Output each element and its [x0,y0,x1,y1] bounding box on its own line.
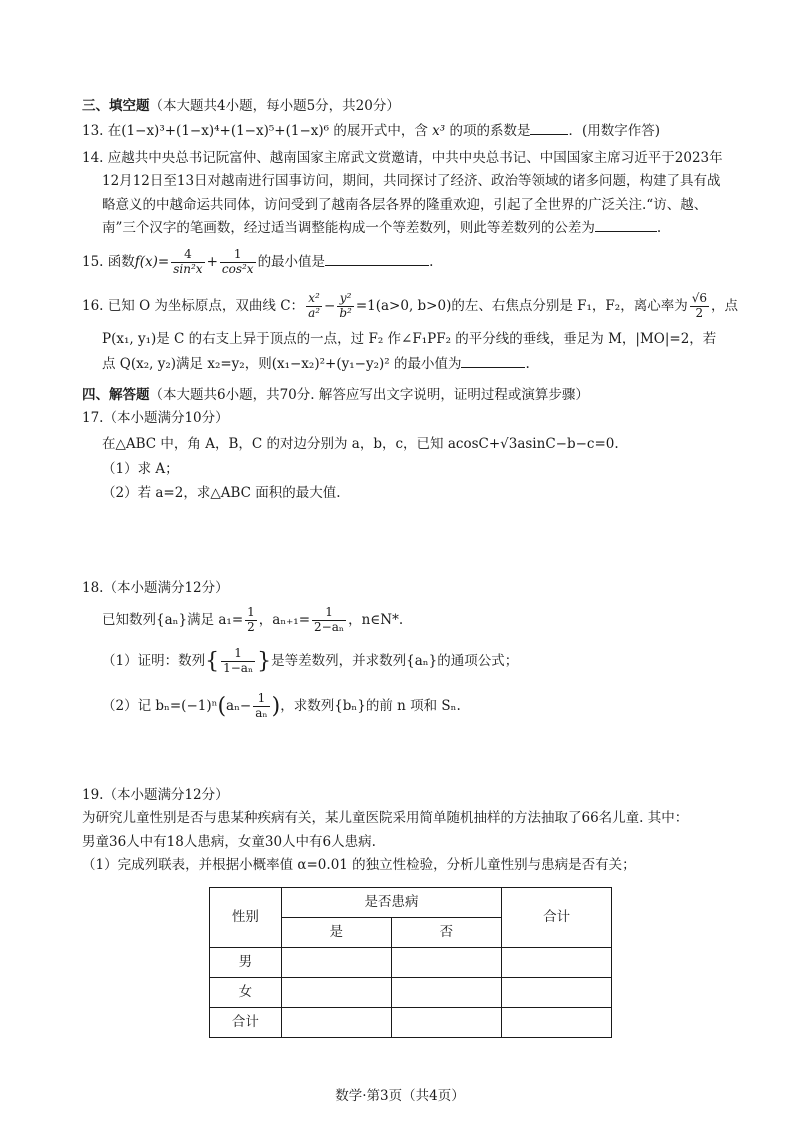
q18-stem-a: 已知数列{aₙ}满足 a₁= [102,612,244,629]
q16-line-2: P(x₁, y₁)是 C 的右支上异于顶点的一点，过 F₂ 作∠F₁PF₂ 的平分线的垂线，垂足为 M，|MO|=2，若 [102,330,717,347]
q18-part2-in: aₙ− [226,697,252,714]
q19-line-1: 为研究儿童性别是否与患某种疾病有关，某儿童医院采用简单随机抽样的方法抽取了66名儿童. 其中： [82,810,689,827]
q13-text-c: 的项的系数是 [449,123,531,139]
q16-frac3-den: 2 [695,305,704,320]
q18-frac2-den: 2−aₙ [314,620,345,635]
question-13 [82,121,660,141]
q13-answer-blank [530,133,568,135]
question-19 [82,785,742,875]
header-total: 合计 [502,888,612,948]
q15-frac2-den: cos²x [221,261,254,276]
row-male-label: 男 [210,948,282,978]
q15-answer-blank [325,264,429,266]
q18-part2-a: （2）记 bₙ=(−1)ⁿ [102,697,218,714]
section-3-desc: （本大题共4小题，每小题5分，共20分） [149,98,400,114]
q18-part2-close: ) [271,693,281,719]
q14-end: . [656,219,662,236]
q16-minus: − [324,297,336,314]
q15-plus: + [206,253,218,270]
q19-heading: 19.（本小题满分12分） [82,787,229,803]
q16-line-3: 点 Q(x₂, y₂)满足 x₂=y₂，则(x₁−x₂)²+(y₁−y₂)² 的最小值为 [102,355,462,372]
table-cell [391,978,502,1008]
table-cell [502,948,612,978]
q16-number: 16. [82,297,104,314]
header-sick: 是否患病 [281,888,501,918]
q17-part-2: （2）若 a=2，求△ABC 面积的最大值. [102,484,341,501]
q17-stem: 在△ABC 中，角 A，B，C 的对边分别为 a，b，c，已知 acosC+√3asinC−b−c=0. [102,436,619,453]
q18-part1-b: 是等差数列，并求数列{aₙ}的通项公式； [271,652,519,669]
q16-end: . [525,355,530,372]
question-14 [82,148,722,238]
q15-frac2-num: 1 [220,248,256,263]
q18-part2-frac-num: 1 [253,692,269,707]
q18-part1-a: （1）证明：数列 [102,652,206,669]
q16-answer-blank [461,366,525,368]
row-female-label: 女 [210,978,282,1008]
q15-end: . [429,253,434,270]
question-17 [82,408,722,503]
q18-part2-frac-den: aₙ [255,705,268,720]
question-18: 18.（本小题满分12分） 已知数列{aₙ}满足 a₁= $\frac{1}{2}$ ，aₙ₊₁= $\frac{1}{\text{2−aₙ}}$ ，n∈N*. （1）证明：数列{ $\frac{1}{\text{1−aₙ}}$ }是等差数列，并求数列{aₙ}的通项公式； （2）记 bₙ=(−1)ⁿ(aₙ− $\frac{1}{\text{aₙ}}$ )，求数列{bₙ}的前 n 项和 Sₙ. [82,578,732,723]
q15-number: 15. [82,253,104,270]
table-cell [502,1008,612,1038]
q18-frac2-num: 1 [312,606,346,621]
q19-line-2: 男童36人中有18人患病，女童30人中有6人患病. [82,833,376,850]
table-header-row [210,888,612,918]
q18-part1-frac-den: 1−aₙ [223,660,254,675]
q16-frac2-num: y² [337,292,354,307]
q15-frac1-den: sin²x [173,261,203,276]
table-cell [281,948,391,978]
q18-heading: 18.（本小题满分12分） [82,580,229,596]
section-4-heading [82,385,589,405]
table-row [210,948,612,978]
q15-pre: 函数 [107,253,135,270]
q15-post: 的最小值是 [257,253,326,270]
row-total-label: 合计 [210,1008,282,1038]
q18-part2-open: ( [217,693,227,719]
section-4-desc: （本大题共6小题，共70分. 解答应写出文字说明，证明过程或演算步骤） [149,387,589,403]
q19-part-1: （1）完成列联表，并根据小概率值 α=0.01 的独立性检验，分析儿童性别与患病是否有关； [82,856,636,873]
question-16 [82,291,738,374]
question-15 [82,248,433,277]
q15-frac1-num: 4 [171,248,204,263]
q13-text-a: 在(1−x)³+(1−x)⁴+(1−x)⁵+(1−x)⁶ 的展开式中，含 [107,123,428,139]
table-cell [502,978,612,1008]
q13-number: 13. [82,123,104,139]
q14-line-1: 应越共中央总书记阮富仲、越南国家主席武文赏邀请，中共中央总书记、中国国家主席习近平于2023年 [107,150,723,166]
table-row [210,978,612,1008]
q16-line1-b: =1(a>0, b>0)的左、右焦点分别是 F₁，F₂，离心率为 [355,297,688,314]
q16-line1-a: 已知 O 为坐标原点，双曲线 C： [107,297,305,314]
q14-line-3: 略意义的中越命运共同体，访问受到了越南各层各界的隆重欢迎，引起了全世界的广泛关注.“访、越、 [102,196,708,213]
table-cell [281,978,391,1008]
q18-frac1-num: 1 [247,605,255,620]
table-row [210,1008,612,1038]
q16-line1-c: ，点 [710,297,738,314]
q15-fx: f(x)= [134,253,170,270]
q14-line-4: 南”三个汉字的笔画数，经过适当调整能构成一个等差数列，则此等差数列的公差为 [102,219,595,236]
contingency-table [209,887,612,1038]
q14-line-2: 12月12日至13日对越南进行国事访问，期间，共同探讨了经济、政治等领域的诸多问题，构建了具有战 [102,173,721,190]
q14-number: 14. [82,150,104,166]
q13-text-b: x³ [432,123,446,139]
q16-frac2-den: b² [339,305,352,320]
table-cell [281,1008,391,1038]
q18-part1-frac-num: 1 [221,647,255,662]
header-gender: 性别 [210,888,282,948]
section-3-heading [82,96,400,116]
q18-stem-b: ，aₙ₊₁= [258,612,311,629]
header-yes: 是 [281,918,391,948]
q16-frac1-den: a² [308,305,321,320]
q14-answer-blank [595,230,657,232]
q13-text-d: ．(用数字作答) [568,123,661,139]
table-cell [391,1008,502,1038]
section-4-title: 四、解答题 [82,387,150,403]
q16-frac1-num: x² [306,292,322,307]
q18-frac1-den: 2 [247,620,255,635]
q17-part-1: （1）求 A； [102,460,179,477]
q18-stem-c: ，n∈N*. [348,612,404,629]
page-footer: 数学·第3页（共4页） [335,1088,465,1104]
table-cell [391,948,502,978]
q16-frac3-num: √6 [691,291,707,305]
header-no: 否 [391,918,502,948]
q18-part2-b: ，求数列{bₙ}的前 n 项和 Sₙ. [280,697,461,714]
q17-heading: 17.（本小题满分10分） [82,410,229,426]
section-3-title: 三、填空题 [82,98,150,114]
